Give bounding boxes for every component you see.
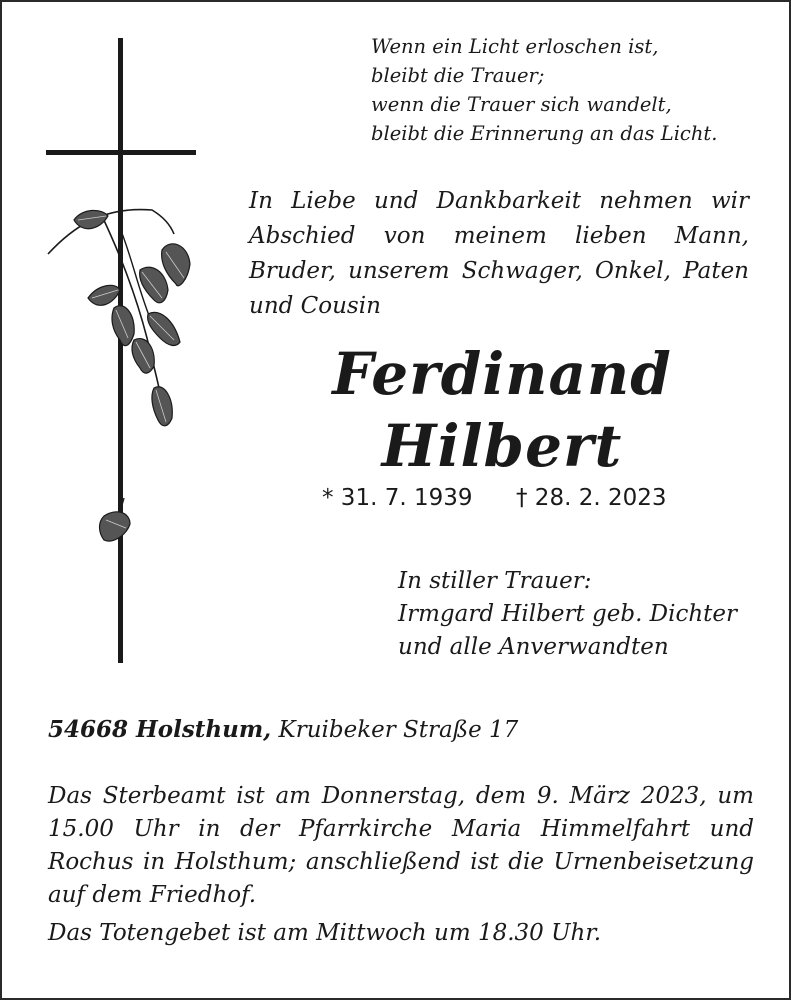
address-street: Kruibeker Straße 17 xyxy=(278,717,519,743)
deceased-last-name: Hilbert xyxy=(381,412,623,480)
poem-line: wenn die Trauer sich wandelt, xyxy=(371,93,672,116)
poem-line: bleibt die Erinnerung an das Licht. xyxy=(371,122,718,145)
intro-text: In Liebe und Dankbarkeit nehmen wir Abschied von meinem lieben Mann, Bruder, unserem Schwager, Onkel, Paten und Cousin xyxy=(249,188,749,319)
mourners-block xyxy=(398,565,768,664)
mourner-line: und alle Anverwandten xyxy=(398,634,669,660)
death-date: † 28. 2. 2023 xyxy=(516,485,667,511)
address-town: 54668 Holsthum, xyxy=(48,716,272,743)
cross-with-birch-branch-icon xyxy=(42,38,202,668)
prayer-details: Das Totengebet ist am Mittwoch um 18.30 Uhr. xyxy=(48,920,602,946)
mourner-line: Irmgard Hilbert geb. Dichter xyxy=(398,601,738,627)
birth-date: * 31. 7. 1939 xyxy=(322,485,473,511)
mourners-heading: In stiller Trauer: xyxy=(398,568,592,594)
poem-line: bleibt die Trauer; xyxy=(371,64,545,87)
service-details: Das Sterbeamt ist am Donnerstag, dem 9. März 2023, um 15.00 Uhr in der Pfarrkirche Maria Himmelfahrt und Rochus in Holsthum; anschließend ist die Urnenbeisetzung auf dem Friedhof. xyxy=(48,783,754,908)
poem xyxy=(371,32,771,148)
deceased-first-name: Ferdinand xyxy=(332,340,672,408)
address xyxy=(48,716,748,743)
poem-line: Wenn ein Licht erloschen ist, xyxy=(371,35,659,58)
